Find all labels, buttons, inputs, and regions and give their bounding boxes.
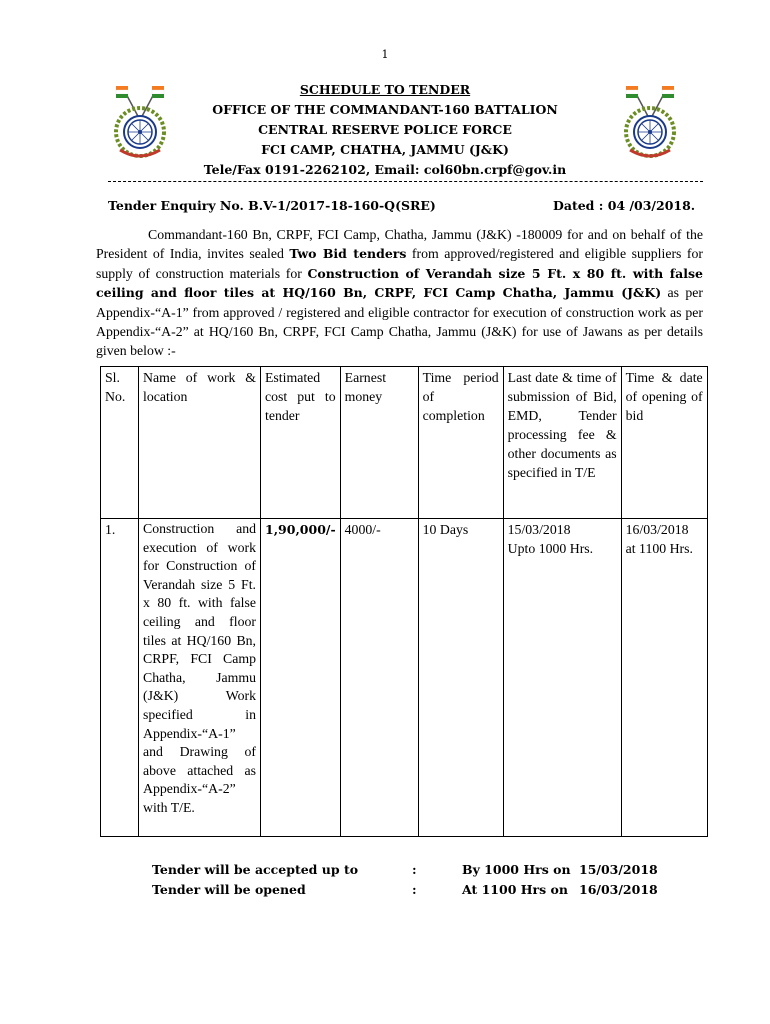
header-last-date: Last date & time of submission of Bid, EMD, Tender processing fee & other documents as specified in T/E: [503, 367, 621, 519]
crpf-emblem-right: [620, 82, 680, 166]
accept-time: By 1000 Hrs on: [462, 862, 571, 877]
header-emd: Earnest money: [340, 367, 418, 519]
table-row: [101, 519, 708, 837]
dashed-divider: [108, 181, 703, 183]
table-header-row: [101, 367, 708, 519]
header-cost: Estimated cost put to tender: [261, 367, 341, 519]
row-cost: 1,90,000/-: [261, 519, 341, 837]
contact-line: Tele/Fax 0191-2262102, Email: col60bn.crpf@gov.in: [203, 162, 567, 177]
row-last-time: Upto 1000 Hrs.: [507, 541, 594, 556]
open-time: At 1100 Hrs on: [462, 882, 568, 897]
row-period: 10 Days: [418, 519, 503, 837]
accept-colon: :: [412, 862, 417, 877]
header-opening: Time & date of opening of bid: [621, 367, 707, 519]
page-number: 1: [381, 48, 389, 61]
crpf-emblem-left: [110, 82, 170, 166]
accept-date: 15/03/2018: [579, 862, 658, 877]
tender-enquiry-number: Tender Enquiry No. B.V-1/2017-18-160-Q(SRE): [108, 198, 436, 213]
office-title: OFFICE OF THE COMMANDANT-160 BATTALION: [212, 102, 558, 117]
header-name: Name of work & location: [139, 367, 261, 519]
row-name: Construction and execution of work for Construction of Verandah size 5 Ft. x 80 ft. with false ceiling and floor tiles at HQ/160 Bn, CRPF, FCI Camp Chatha, Jammu (J&K) Work specified in Appendix-“A-1” and Drawing of above attached as Appendix-“A-2” with T/E.: [139, 519, 261, 837]
header-sl: Sl. No.: [101, 367, 139, 519]
open-colon: :: [412, 882, 417, 897]
force-name: CENTRAL RESERVE POLICE FORCE: [258, 122, 512, 137]
row-open-cell: [621, 519, 707, 837]
tender-date: Dated : 04 /03/2018.: [553, 198, 696, 213]
row-open-date: 16/03/2018: [625, 522, 689, 537]
header-period: Time period of completion: [418, 367, 503, 519]
row-last-date: 15/03/2018: [507, 522, 571, 537]
tender-table: [100, 366, 708, 837]
open-label: Tender will be opened: [152, 882, 306, 897]
open-date: 16/03/2018: [579, 882, 658, 897]
row-open-time: at 1100 Hrs.: [625, 541, 693, 556]
row-last-date-cell: [503, 519, 621, 837]
row-emd: 4000/-: [340, 519, 418, 837]
camp-address: FCI CAMP, CHATHA, JAMMU (J&K): [261, 142, 509, 157]
intro-paragraph: Commandant-160 Bn, CRPF, FCI Camp, Chatha, Jammu (J&K) -180009 for and on behalf of the President of India, invites sealed Two Bid tenders from approved/registered and eligible suppliers for supply of construction materials for Construction of Verandah size 5 Ft. x 80 ft. with false ceiling and floor tiles at HQ/160 Bn, CRPF, FCI Camp Chatha, Jammu (J&K) as per Appendix-“A-1” from approved / registered and eligible contractor for execution of construction work as per Appendix-“A-2” at HQ/160 Bn, CRPF, FCI Camp Chatha, Jammu (J&K) for use of Jawans as per details given below :-: [96, 227, 703, 359]
row-sl: 1.: [101, 519, 139, 837]
accept-label: Tender will be accepted up to: [152, 862, 359, 877]
schedule-title: SCHEDULE TO TENDER: [299, 82, 471, 97]
